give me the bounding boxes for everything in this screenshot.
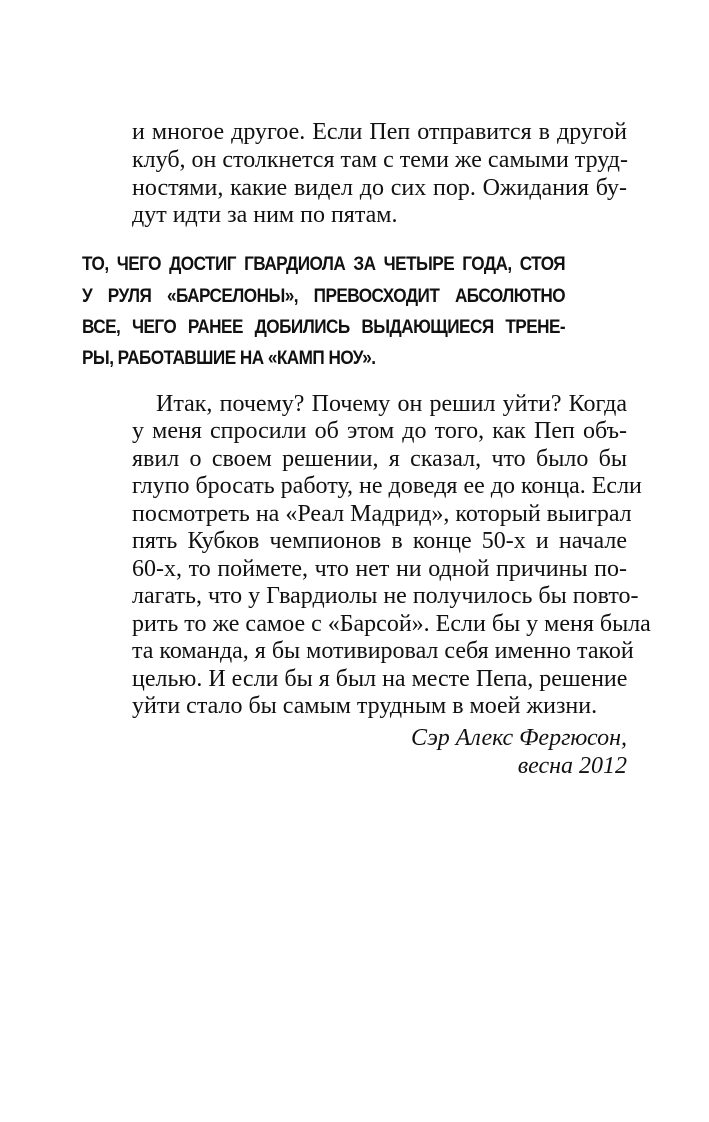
paragraph-line: та команда, я бы мотивировал себя именно такой (132, 638, 634, 664)
paragraph-line: ностями, какие видел до сих пор. Ожидания бу- (132, 175, 627, 201)
paragraph-line: Итак, почему? Почему он решил уйти? Когда (156, 391, 627, 417)
signature-author: Сэр Алекс Фергюсон, (411, 725, 627, 751)
paragraph-line: явил о своем решении, я сказал, что было бы (132, 446, 627, 472)
pull-quote-line: ВСЕ, ЧЕГО РАНЕЕ ДОБИЛИСЬ ВЫДАЮЩИЕСЯ ТРЕНЕ- (82, 316, 566, 338)
pull-quote-line: РЫ, РАБОТАВШИЕ НА «КАМП НОУ». (82, 347, 376, 369)
signature-date: весна 2012 (517, 753, 627, 779)
paragraph-line: у меня спросили об этом до того, как Пеп объ- (132, 418, 627, 444)
paragraph-line: уйти стало бы самым трудным в моей жизни. (132, 693, 598, 719)
paragraph-line: посмотреть на «Реал Мадрид», который выиграл (132, 501, 632, 527)
paragraph-line: лагать, что у Гвардиолы не получилось бы повто- (132, 583, 639, 609)
paragraph-line: 60-х, то поймете, что нет ни одной причины по- (132, 556, 627, 582)
paragraph-line: глупо бросать работу, не доведя ее до конца. Если (132, 473, 642, 499)
paragraph-line: клуб, он столкнется там с теми же самыми труд- (132, 147, 628, 173)
paragraph-line: дут идти за ним по пятам. (132, 202, 398, 228)
paragraph-line: рить то же самое с «Барсой». Если бы у меня была (132, 611, 651, 637)
pull-quote-line: У РУЛЯ «БАРСЕЛОНЫ», ПРЕВОСХОДИТ АБСОЛЮТНО (82, 285, 566, 307)
paragraph-line: и многое другое. Если Пеп отправится в другой (132, 119, 627, 145)
paragraph-line: целью. И если бы я был на месте Пепа, решение (132, 666, 628, 692)
paragraph-line: пять Кубков чемпионов в конце 50-х и начале (132, 528, 627, 554)
pull-quote-line: ТО, ЧЕГО ДОСТИГ ГВАРДИОЛА ЗА ЧЕТЫРЕ ГОДА, СТОЯ (82, 253, 566, 275)
